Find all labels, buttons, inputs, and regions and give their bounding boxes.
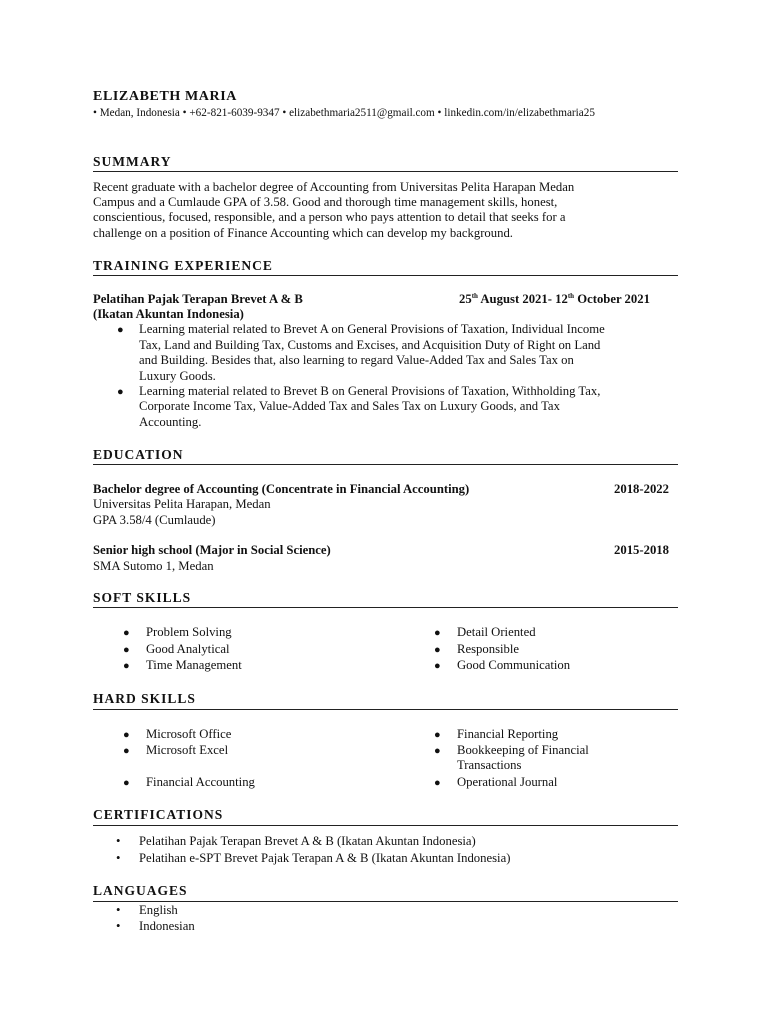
bullet-icon: ● [123,777,130,789]
certifications-divider [93,825,678,826]
training-organization: (Ikatan Akuntan Indonesia) [93,307,244,321]
candidate-name: ELIZABETH MARIA [93,89,237,104]
bullet-icon: ● [434,627,441,639]
bullet-icon: ● [434,729,441,741]
hard-skill-item: Microsoft Office [146,727,232,741]
hard-skill-item: Operational Journal [457,775,558,789]
certifications-heading: CERTIFICATIONS [93,807,224,822]
education-gpa: GPA 3.58/4 (Cumlaude) [93,513,216,527]
training-detail-line: Learning material related to Brevet A on General Provisions of Taxation, Individual Income [139,322,605,336]
education-degree-years: 2018-2022 [614,482,669,496]
soft-skill-item: Time Management [146,658,242,672]
bullet-icon: ● [123,660,130,672]
bullet-icon: ● [434,660,441,672]
soft-skill-item: Good Communication [457,658,571,672]
hard-skill-item: Bookkeeping of Financial [457,743,589,757]
education-heading: EDUCATION [93,447,184,462]
summary-line: Recent graduate with a bachelor degree of Accounting from Universitas Pelita Harapan Medan [93,180,575,194]
soft-skill-item: Responsible [457,642,520,656]
bullet-icon: ● [434,777,441,789]
bullet-icon: ● [434,745,441,757]
bullet-icon: • [116,903,121,917]
soft-skill-item: Good Analytical [146,642,230,656]
bullet-icon: ● [434,644,441,656]
training-detail-line: Accounting. [139,415,202,429]
education-school: Senior high school (Major in Social Science) [93,543,331,557]
hard-skill-item: Transactions [457,758,522,772]
training-course: Pelatihan Pajak Terapan Brevet A & B [93,292,303,306]
hard-skill-item: Financial Accounting [146,775,255,789]
languages-heading: LANGUAGES [93,883,188,898]
education-school-years: 2015-2018 [614,543,669,557]
education-school-name: SMA Sutomo 1, Medan [93,559,214,573]
training-detail-line: and Building. Besides that, also learning to regard Value-Added Tax and Sales Tax on [139,353,574,367]
training-detail-line: Luxury Goods. [139,369,216,383]
bullet-icon: ● [123,644,130,656]
bullet-icon: • [116,851,121,865]
training-detail-line: Corporate Income Tax, Value-Added Tax and Sales Tax on Luxury Goods, and Tax [139,399,560,413]
education-university: Universitas Pelita Harapan, Medan [93,497,271,511]
hard-skill-item: Microsoft Excel [146,743,229,757]
bullet-icon: ● [117,386,124,398]
soft-skill-item: Problem Solving [146,625,232,639]
soft-skill-item: Detail Oriented [457,625,536,639]
summary-line: Campus and a Cumlaude GPA of 3.58. Good and thorough time management skills, honest, [93,195,558,209]
training-heading: TRAINING EXPERIENCE [93,258,273,273]
language-item: Indonesian [139,919,195,933]
training-detail-line: Learning material related to Brevet B on General Provisions of Taxation, Withholding Tax, [139,384,601,398]
bullet-icon: ● [123,729,130,741]
bullet-icon: • [116,919,121,933]
summary-heading: SUMMARY [93,154,172,169]
hard-skills-divider [93,709,678,710]
training-dates: 25th August 2021- 12th October 2021 [459,291,650,306]
language-item: English [139,903,178,917]
education-degree: Bachelor degree of Accounting (Concentrate in Financial Accounting) [93,482,470,496]
bullet-icon: ● [117,324,124,336]
bullet-icon: ● [123,745,130,757]
bullet-icon: ● [123,627,130,639]
hard-skills-heading: HARD SKILLS [93,691,196,706]
summary-divider [93,171,678,172]
soft-skills-heading: SOFT SKILLS [93,590,192,605]
bullet-icon: • [116,834,121,848]
training-detail-line: Tax, Land and Building Tax, Customs and Excises, and Acquisition Duty of Right on Land [139,338,601,352]
contact-line: • Medan, Indonesia • +62-821-6039-9347 • elizabethmaria2511@gmail.com • linkedin.com/in/elizabethmaria25 [93,107,595,119]
training-divider [93,275,678,276]
summary-line: challenge on a position of Finance Accounting which can develop my background. [93,226,513,240]
certification-item: Pelatihan e-SPT Brevet Pajak Terapan A & B (Ikatan Akuntan Indonesia) [139,851,511,865]
education-divider [93,464,678,465]
soft-skills-divider [93,607,678,608]
languages-divider [93,901,678,902]
summary-line: conscientious, focused, responsible, and a person who pays attention to detail that seeks for a [93,210,566,224]
certification-item: Pelatihan Pajak Terapan Brevet A & B (Ikatan Akuntan Indonesia) [139,834,476,848]
hard-skill-item: Financial Reporting [457,727,559,741]
